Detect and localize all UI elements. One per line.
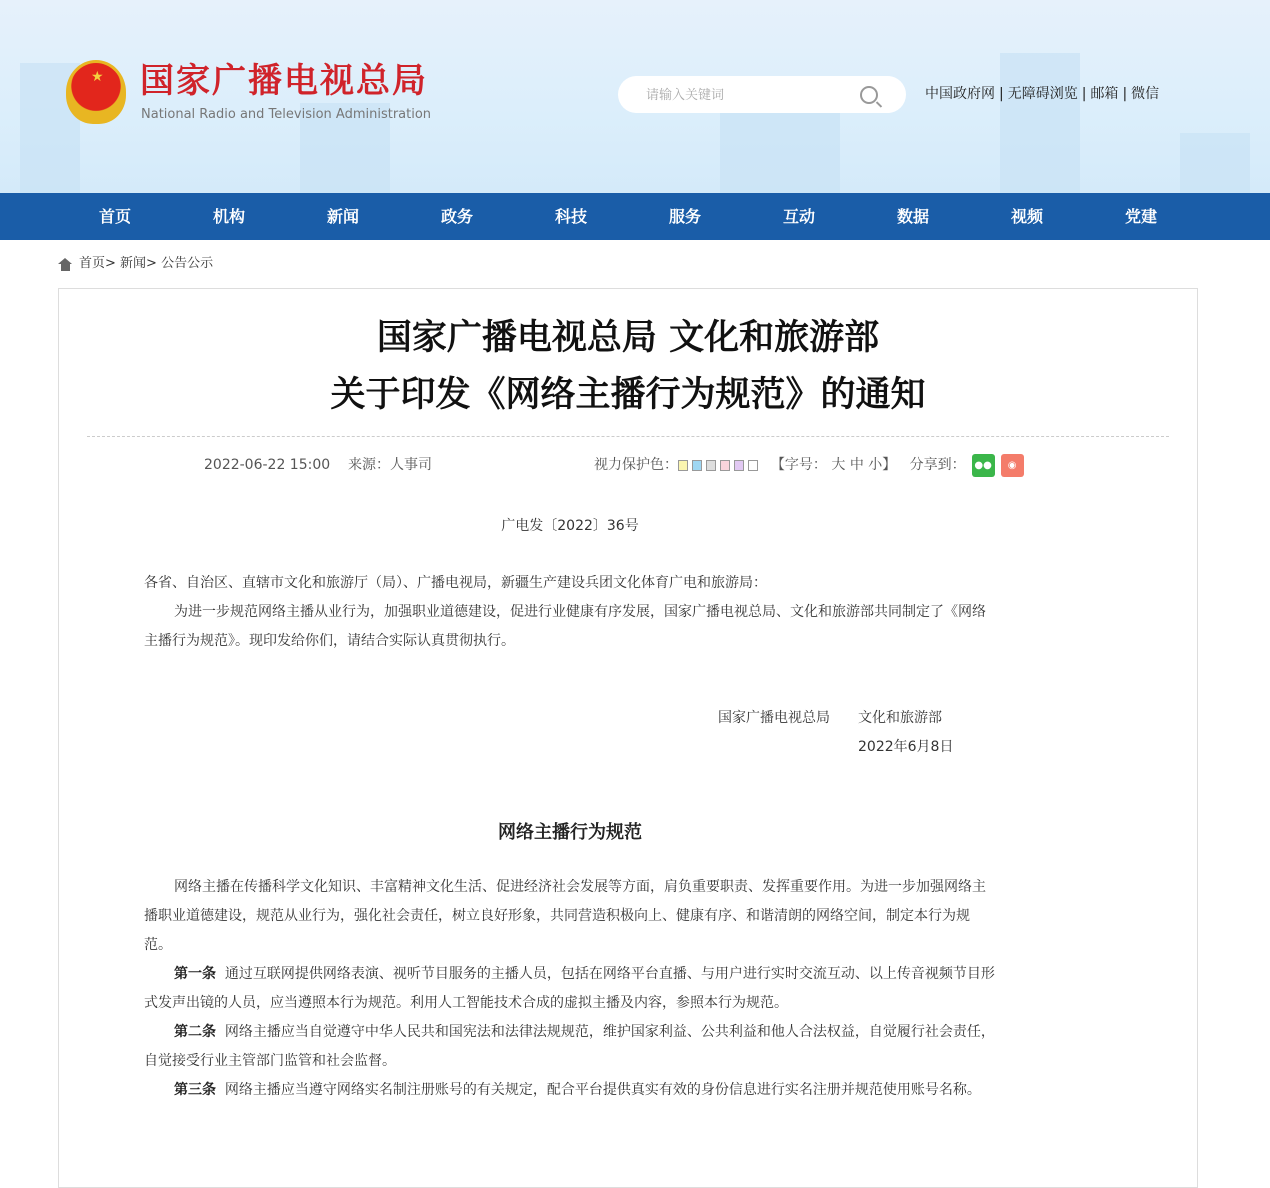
- article-3-num: 第三条: [174, 1082, 216, 1098]
- nav-news[interactable]: 新闻: [326, 207, 359, 226]
- article-title: [59, 310, 1197, 424]
- color-swatch-purple[interactable]: [734, 460, 744, 471]
- logo-subtitle: National Radio and Television Administration: [141, 107, 432, 122]
- color-swatch-blue[interactable]: [692, 460, 702, 471]
- title-line-1: 国家广播电视总局 文化和旅游部: [376, 318, 880, 358]
- article-meta: [59, 437, 1197, 493]
- national-emblem-icon: ★: [66, 60, 126, 124]
- crumb-news[interactable]: 新闻>: [120, 256, 157, 271]
- search-input[interactable]: [646, 87, 860, 102]
- site-header: [0, 0, 1270, 193]
- article-3-text: 网络主播应当遵守网络实名制注册账号的有关规定，配合平台提供真实有效的身份信息进行实名注册并规范使用账号名称。: [224, 1082, 981, 1098]
- color-swatch-gray[interactable]: [706, 460, 716, 471]
- article-2-text: 网络主播应当自觉遵守中华人民共和国宪法和法律法规规范，维护国家利益、公共利益和他人合法权益，自觉履行社会责任，自觉接受行业主管部门监管和社会监督。: [144, 1024, 995, 1069]
- wechat-share-icon[interactable]: ●●: [972, 454, 995, 477]
- main-nav: [0, 193, 1270, 240]
- nav-interact[interactable]: 互动: [782, 207, 815, 226]
- source: 来源：人事司: [347, 457, 432, 473]
- search-box: [618, 76, 906, 113]
- crumb-notice[interactable]: 公告公示: [161, 256, 214, 271]
- logo-title[interactable]: 国家广播电视总局: [140, 61, 428, 101]
- share-label: 分享到：: [909, 457, 966, 473]
- link-gov[interactable]: 中国政府网: [925, 86, 995, 102]
- recipients: 各省、自治区、直辖市文化和旅游厅（局）、广播电视局，新疆生产建设兵团文化体育广电和旅游局：: [144, 575, 767, 591]
- sub-title: 网络主播行为规范: [498, 822, 642, 843]
- top-links: 中国政府网 | 无障碍浏览 | 邮箱 | 微信: [925, 86, 1160, 102]
- link-mail[interactable]: 邮箱: [1090, 86, 1119, 102]
- link-wechat[interactable]: 微信: [1131, 86, 1160, 102]
- font-size-end: 】: [882, 457, 897, 473]
- nav-party[interactable]: 党建: [1124, 207, 1157, 226]
- article-1-text: 通过互联网提供网络表演、视听节目服务的主播人员，包括在网络平台直播、与用户进行实时交流互动、以上传音视频节目形式发声出镜的人员，应当遵照本行为规范。利用人工智能技术合成的虚拟主播及内容，参照本行为规范。: [144, 966, 995, 1011]
- home-icon: [58, 258, 73, 270]
- article-1: [144, 960, 996, 1018]
- color-swatch-yellow[interactable]: [678, 460, 688, 471]
- title-line-2: 关于印发《网络主播行为规范》的通知: [330, 375, 926, 415]
- nav-home[interactable]: 首页: [98, 207, 131, 226]
- preamble: 网络主播在传播科学文化知识、丰富精神文化生活、促进经济社会发展等方面，肩负重要职责、发挥重要作用。为进一步加强网络主播职业道德建设，规范从业行为，强化社会责任，树立良好形象，共同营造积极向上、健康有序、和谐清朗的网络空间，制定本行为规范。: [144, 879, 986, 953]
- breadcrumb: [0, 240, 1270, 288]
- sign-date: 2022年6月8日: [858, 739, 954, 755]
- article-2: [144, 1018, 996, 1076]
- article-body: [144, 512, 996, 1105]
- nav-service[interactable]: 服务: [668, 207, 701, 226]
- nav-org[interactable]: 机构: [212, 207, 245, 226]
- color-swatch-white[interactable]: [748, 460, 758, 471]
- search-icon[interactable]: [860, 86, 878, 104]
- weibo-share-icon[interactable]: ◉: [1001, 454, 1024, 477]
- article-3: [144, 1076, 996, 1105]
- nav-gov-affairs[interactable]: 政务: [440, 207, 473, 226]
- nav-video[interactable]: 视频: [1010, 207, 1043, 226]
- publish-datetime: 2022-06-22 15:00: [204, 457, 331, 473]
- signers: 国家广播电视总局 文化和旅游部: [718, 710, 942, 726]
- article-1-num: 第一条: [174, 966, 216, 982]
- doc-number: 广电发〔2022〕36号: [501, 518, 639, 534]
- font-large[interactable]: 大: [831, 457, 846, 473]
- link-accessibility[interactable]: 无障碍浏览: [1007, 86, 1078, 102]
- article-2-num: 第二条: [174, 1024, 216, 1040]
- font-medium[interactable]: 中: [849, 457, 864, 473]
- font-size-label: 【字号：: [770, 457, 827, 473]
- color-swatch-pink[interactable]: [720, 460, 730, 471]
- nav-data[interactable]: 数据: [896, 207, 929, 226]
- nav-tech[interactable]: 科技: [554, 207, 587, 226]
- intro-paragraph: 为进一步规范网络主播从业行为，加强职业道德建设，促进行业健康有序发展，国家广播电视总局、文化和旅游部共同制定了《网络主播行为规范》。现印发给你们，请结合实际认真贯彻执行。: [144, 604, 986, 649]
- font-small[interactable]: 小: [868, 457, 883, 473]
- crumb-home[interactable]: 首页>: [79, 256, 116, 271]
- eye-protect-label: 视力保护色：: [594, 457, 678, 473]
